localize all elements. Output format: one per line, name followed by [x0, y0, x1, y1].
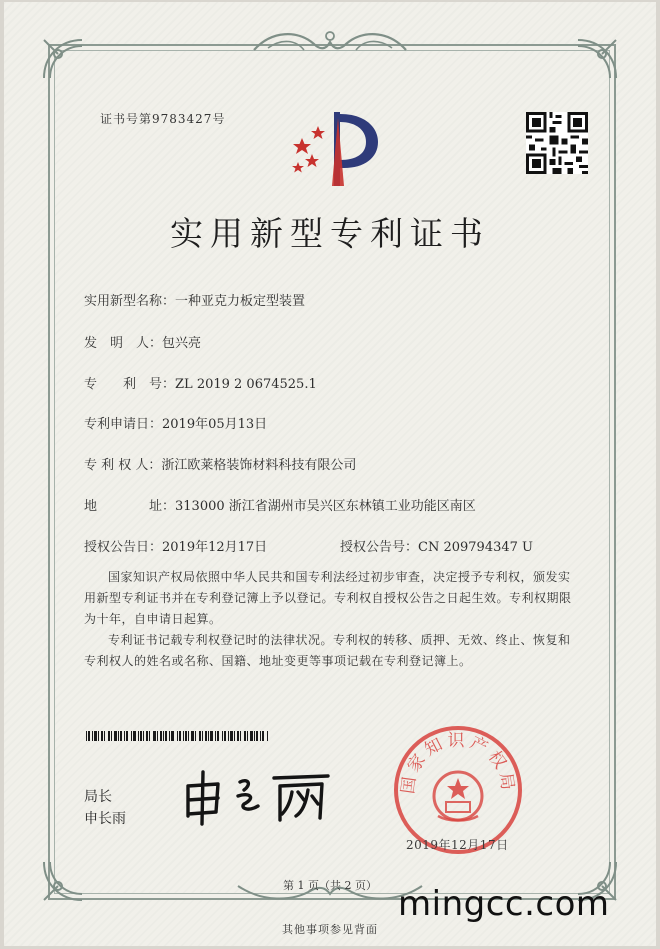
director-title: 局长: [84, 789, 112, 805]
corner-ornament-icon: [574, 36, 620, 82]
grant-statement-paragraph: 国家知识产权局依照中华人民共和国专利法经过初步审查，决定授予专利权，颁发实用新型专利证书并在专利登记簿上予以登记。专利权自授权公告之日起生效。专利权期限为十年，自申请日起算。: [84, 570, 572, 626]
director-name: 申长雨: [84, 811, 126, 827]
field-address: 地 址：313000 浙江省湖州市吴兴区东林镇工业功能区南区: [84, 499, 476, 514]
field-patentee: 专 利 权 人：浙江欧莱格装饰材料科技有限公司: [84, 458, 357, 473]
field-inventor: 发 明 人：包兴亮: [84, 336, 202, 351]
barcode-icon: [86, 731, 270, 741]
seal-date: 2019年12月17日: [406, 838, 509, 852]
svg-text:国家知识产权局: 国家知识产权局: [398, 731, 518, 796]
site-watermark: mingcc.com: [398, 884, 610, 924]
legal-status-paragraph: 专利证书记载专利权登记时的法律状况。专利权的转移、质押、无效、终止、恢复和专利权人的姓名或名称、国籍、地址变更等事项记载在专利登记簿上。: [84, 633, 571, 668]
director-signature-icon: [178, 764, 338, 826]
field-grant-announcement-number: 授权公告号：CN 209794347 U: [340, 540, 533, 555]
corner-ornament-icon: [40, 36, 86, 82]
cnipa-logo-icon: [282, 108, 382, 190]
qr-code-icon: [526, 112, 588, 174]
field-grant-announcement-date: 授权公告日：2019年12月17日: [84, 540, 268, 555]
field-patent-number: 专 利 号：ZL 2019 2 0674525.1: [84, 377, 317, 392]
page-number: 第 1 页（共 2 页）: [283, 879, 377, 892]
top-scroll-ornament-icon: [248, 26, 412, 60]
certificate-number: 证书号第9783427号: [100, 112, 226, 126]
back-side-note: 其他事项参见背面: [282, 923, 378, 936]
certificate-title: 实用新型专利证书: [170, 214, 490, 253]
field-application-date: 专利申请日：2019年05月13日: [84, 417, 268, 432]
field-utility-model-name: 实用新型名称：一种亚克力板定型装置: [84, 294, 306, 309]
